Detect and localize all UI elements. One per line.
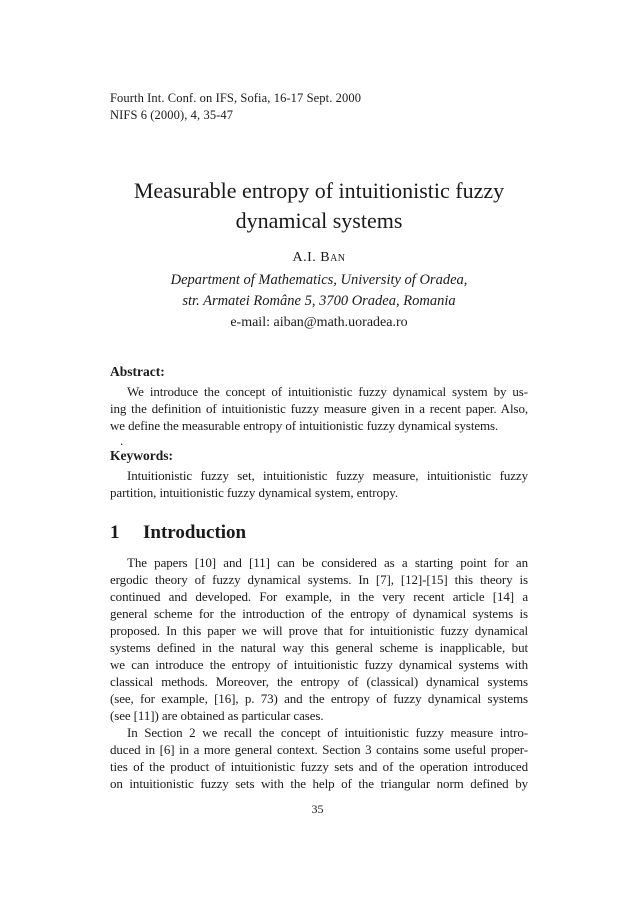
text-line: ties of the product of intuitionistic fuzzy sets and of the operation introduced xyxy=(110,759,528,774)
section-heading xyxy=(110,520,528,546)
abstract-text xyxy=(110,383,528,434)
text-line: classical methods. Moreover, the entropy of (classical) dynamical systems xyxy=(110,674,528,689)
text-line: (see, for example, [16], p. 73) and the entropy of fuzzy dynamical systems xyxy=(110,691,528,706)
title-line: Measurable entropy of intuitionistic fuzzy xyxy=(133,178,505,203)
text-line: continued and developed. For example, in the very recent article [14] a xyxy=(110,589,528,604)
stray-dot: . xyxy=(120,433,124,448)
text-line: (see [11]) are obtained as particular cases. xyxy=(110,708,324,723)
text-line: proposed. In this paper we will prove that for intuitionistic fuzzy dynamical xyxy=(110,623,528,638)
affiliation-line: str. Armatei Române 5, 3700 Oradea, Romania xyxy=(182,293,456,309)
text-line: The papers [10] and [11] can be considered as a starting point for an xyxy=(127,555,528,570)
section-number: 1 xyxy=(110,522,120,543)
author-email: e-mail: aiban@math.uoradea.ro xyxy=(230,315,408,330)
title-line: dynamical systems xyxy=(235,208,403,233)
abstract-label: Abstract: xyxy=(110,364,165,379)
text-line: we define the measurable entropy of intuitionistic fuzzy dynamical systems. xyxy=(110,418,499,433)
text-line: ing the definition of intuitionistic fuzzy measure given in a recent paper. Also, xyxy=(110,401,528,416)
author-name: A.I. Ban xyxy=(292,250,346,265)
affiliation-line: Department of Mathematics, University of Oradea, xyxy=(170,272,468,288)
keywords-text xyxy=(110,467,528,501)
page-content xyxy=(110,0,528,792)
text-line: In Section 2 we recall the concept of intuitionistic fuzzy measure intro- xyxy=(127,725,528,740)
intro-paragraph xyxy=(110,724,528,792)
text-line: ergodic theory of fuzzy dynamical systems. In [7], [12]-[15] this theory is xyxy=(110,572,528,587)
page-number: 35 xyxy=(311,802,324,816)
text-line: duced in [6] in a more general context. Section 3 contains some useful proper- xyxy=(110,742,528,757)
header-line: NIFS 6 (2000), 4, 35-47 xyxy=(110,108,234,122)
text-line: partition, intuitionistic fuzzy dynamical system, entropy. xyxy=(110,485,398,500)
text-line: we can introduce the entropy of intuitionistic fuzzy dynamical systems with xyxy=(110,657,528,672)
text-line: Intuitionistic fuzzy set, intuitionistic fuzzy measure, intuitionistic fuzzy xyxy=(127,468,528,483)
paper-title xyxy=(110,176,528,236)
text-line: We introduce the concept of intuitionistic fuzzy dynamical system by us- xyxy=(127,384,528,399)
text-line: systems defined in the natural way this general scheme is inapplicable, but xyxy=(110,640,528,655)
keywords-label: Keywords: xyxy=(110,448,173,463)
header-line: Fourth Int. Conf. on IFS, Sofia, 16-17 Sept. 2000 xyxy=(110,91,362,105)
intro-paragraph xyxy=(110,554,528,724)
text-line: on intuitionistic fuzzy sets with the help of the triangular norm defined by xyxy=(110,776,528,791)
section-title: Introduction xyxy=(143,522,247,543)
conference-header xyxy=(110,90,528,124)
affiliation xyxy=(110,270,528,312)
text-line: general scheme for the introduction of the entropy of dynamical systems is xyxy=(110,606,528,621)
